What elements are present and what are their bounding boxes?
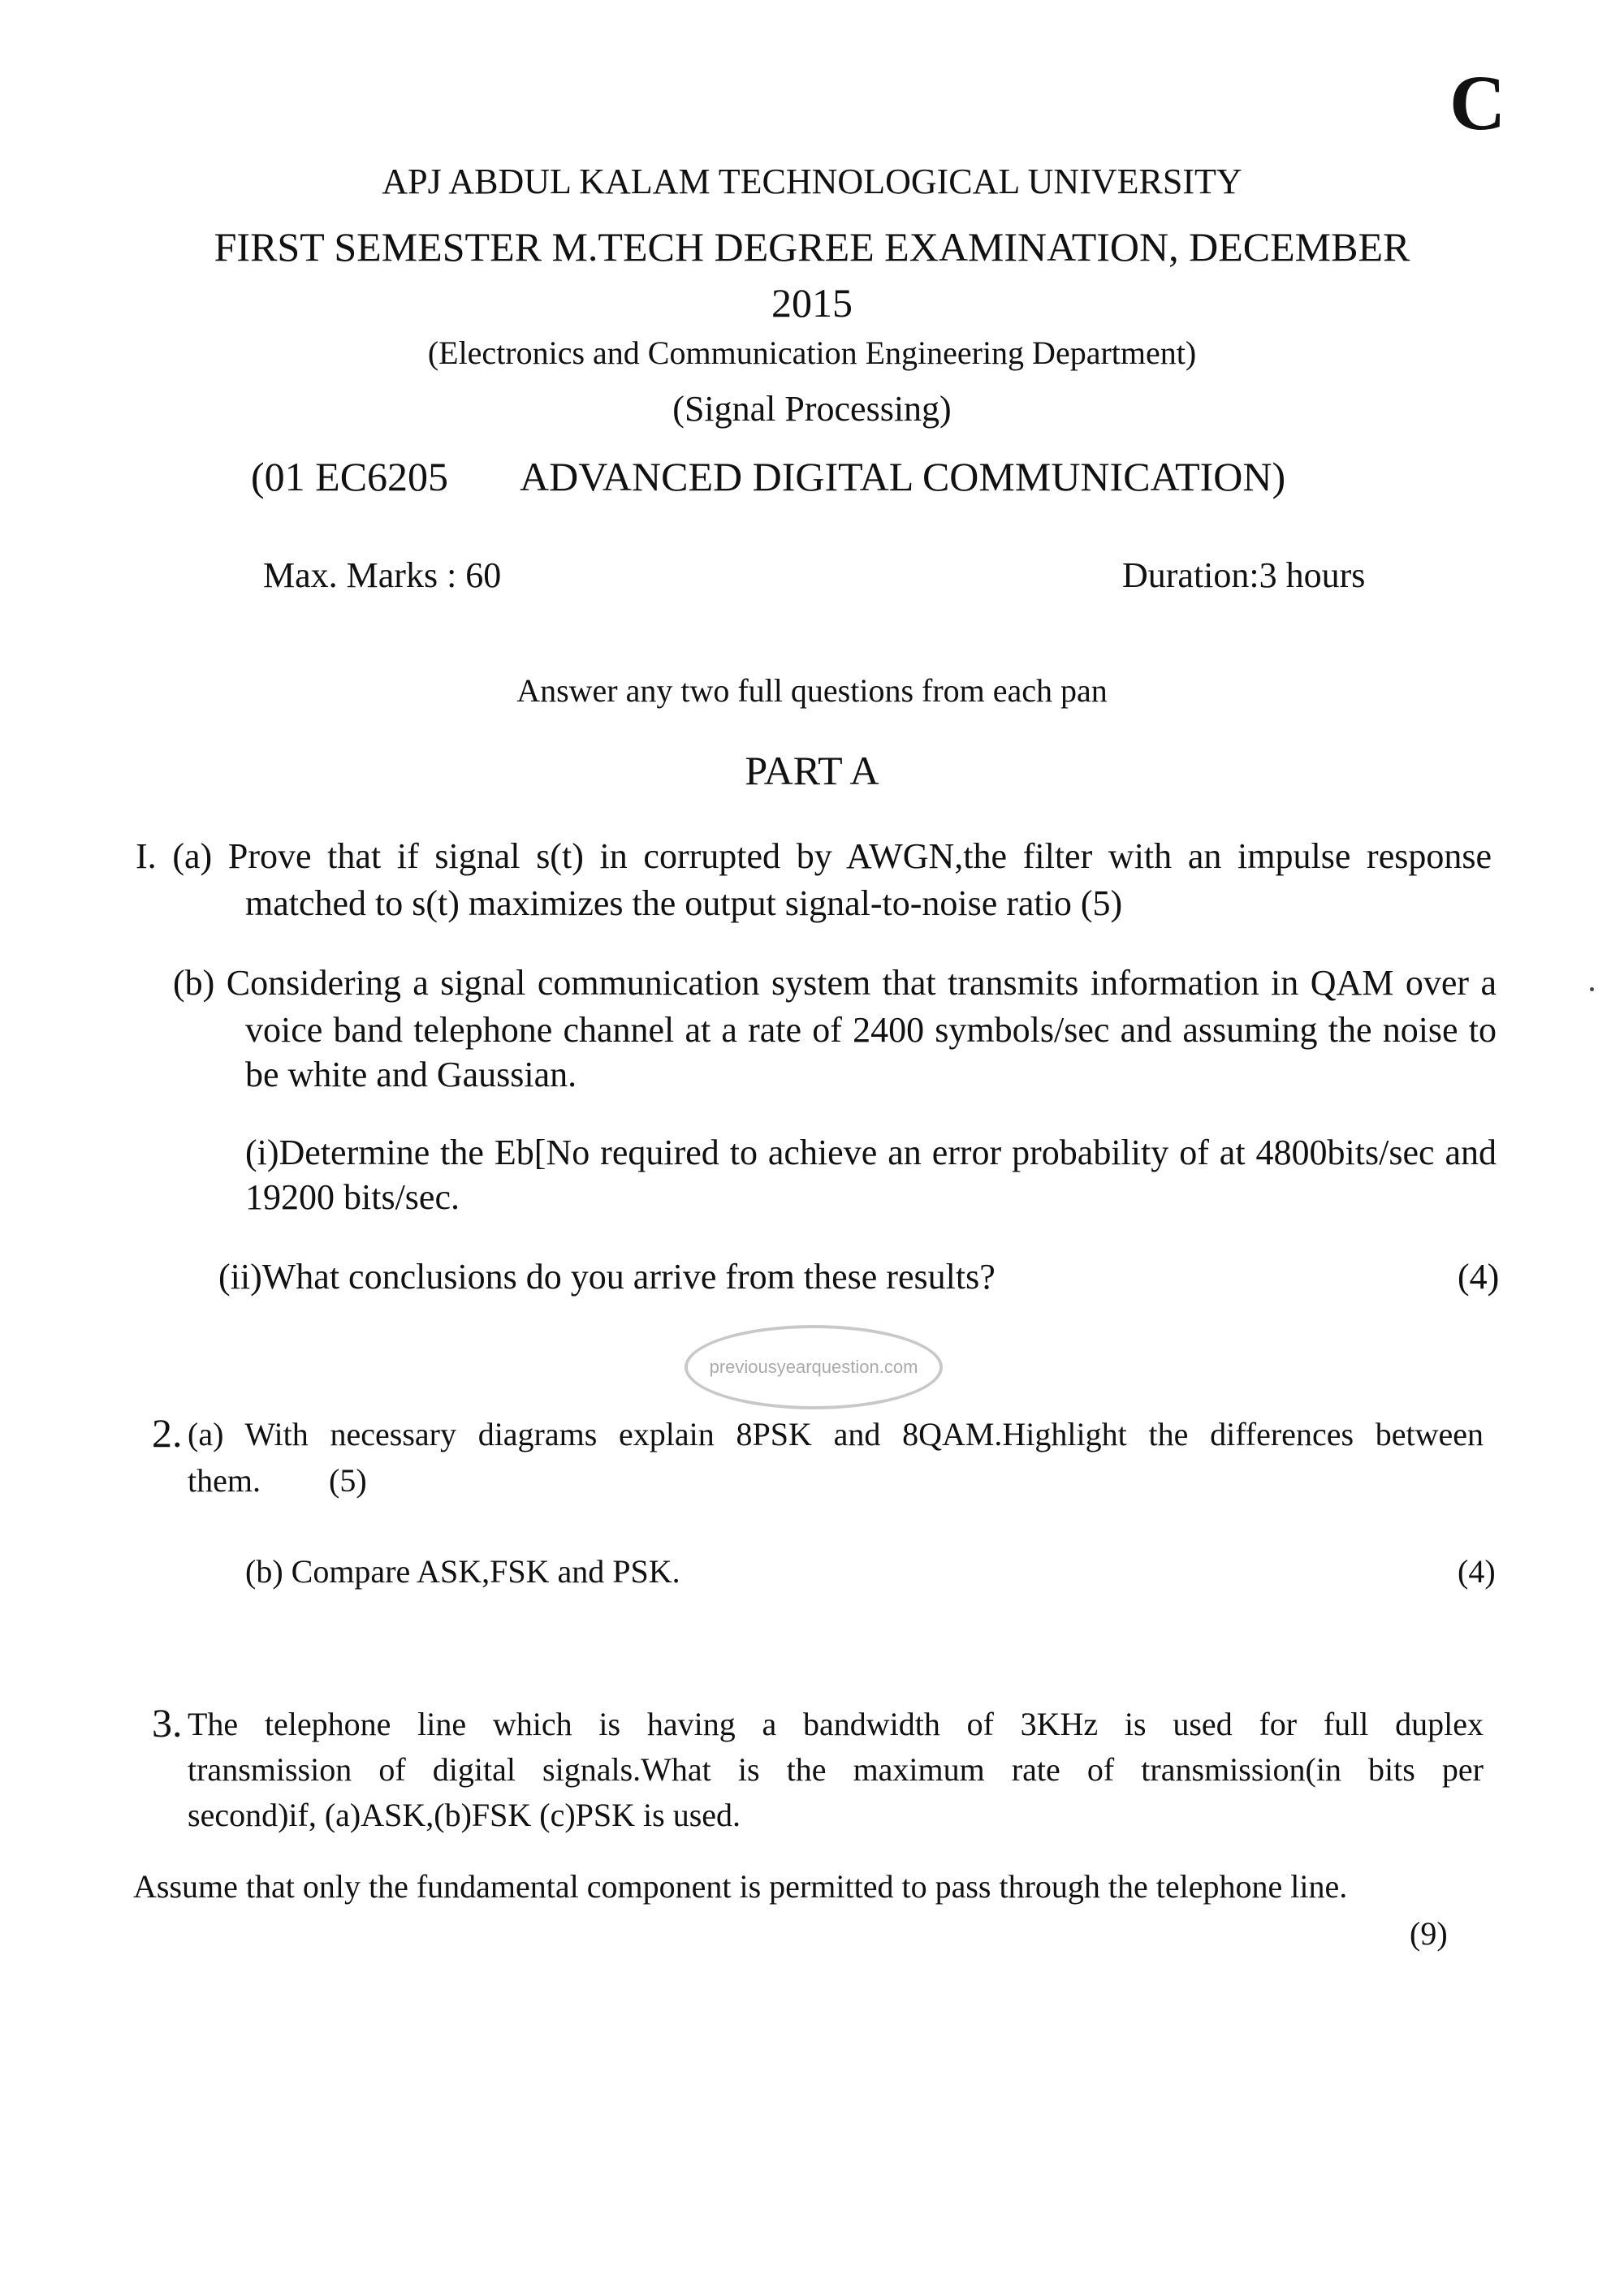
- q1b-ii: (ii)What conclusions do you arrive from these results?: [218, 1257, 996, 1297]
- course-name: ADVANCED DIGITAL COMMUNICATION): [520, 454, 1286, 499]
- q1a-line2: matched to s(t) maximizes the output signal-to-noise ratio (5): [245, 883, 1123, 923]
- q3-marks: (9): [1410, 1915, 1448, 1952]
- course-code: (01 EC6205: [251, 454, 449, 499]
- q2-number: 2.: [152, 1410, 183, 1456]
- exam-year: 2015: [771, 280, 853, 326]
- q1b-line1: (b) Considering a signal communication system that transmits information in QAM over a: [173, 963, 1497, 1003]
- exam-title: FIRST SEMESTER M.TECH DEGREE EXAMINATION, DECEMBER: [214, 224, 1410, 270]
- q3-line1: The telephone line which is having a bandwidth of 3KHz is used for full duplex: [188, 1706, 1484, 1742]
- q3-line2: transmission of digital signals.What is the maximum rate of transmission(in bits per: [188, 1751, 1484, 1788]
- instruction: Answer any two full questions from each pan: [516, 672, 1108, 709]
- university-name: APJ ABDUL KALAM TECHNOLOGICAL UNIVERSITY: [382, 162, 1242, 201]
- q2b-marks: (4): [1458, 1553, 1496, 1590]
- duration: Duration:3 hours: [1122, 555, 1366, 595]
- q1b-i-line1: (i)Determine the Eb[No required to achieve an error probability of at 4800bits/sec and: [245, 1133, 1497, 1172]
- q3-line4: Assume that only the fundamental component is permitted to pass through the telephone line.: [133, 1868, 1348, 1905]
- watermark-stamp: previousyearquestion.com: [685, 1325, 943, 1409]
- q2a-line2: them.: [188, 1462, 261, 1499]
- department: (Electronics and Communication Engineering Department): [427, 334, 1197, 371]
- q2a-marks: (5): [329, 1462, 367, 1499]
- max-marks: Max. Marks : 60: [263, 555, 502, 595]
- q1b-ii-marks: (4): [1458, 1257, 1500, 1297]
- q1a-line1: I. (a) Prove that if signal s(t) in corrupted by AWGN,the filter with an impulse response: [136, 836, 1492, 876]
- q1b-line2: voice band telephone channel at a rate of 2400 symbols/sec and assuming the noise to: [245, 1010, 1497, 1050]
- q2a-line1: (a) With necessary diagrams explain 8PSK and 8QAM.Highlight the differences between: [188, 1416, 1484, 1452]
- paper-set-letter: C: [1449, 59, 1506, 146]
- q3-number: 3.: [152, 1700, 183, 1746]
- q1b-line3: be white and Gaussian.: [245, 1055, 577, 1094]
- part-heading: PART A: [745, 748, 879, 793]
- q3-line3: second)if, (a)ASK,(b)FSK (c)PSK is used.: [188, 1797, 741, 1833]
- q2b: (b) Compare ASK,FSK and PSK.: [245, 1553, 680, 1590]
- stray-dot: [1590, 987, 1594, 991]
- stream: (Signal Processing): [672, 389, 952, 429]
- q1b-i-line2: 19200 bits/sec.: [245, 1177, 460, 1217]
